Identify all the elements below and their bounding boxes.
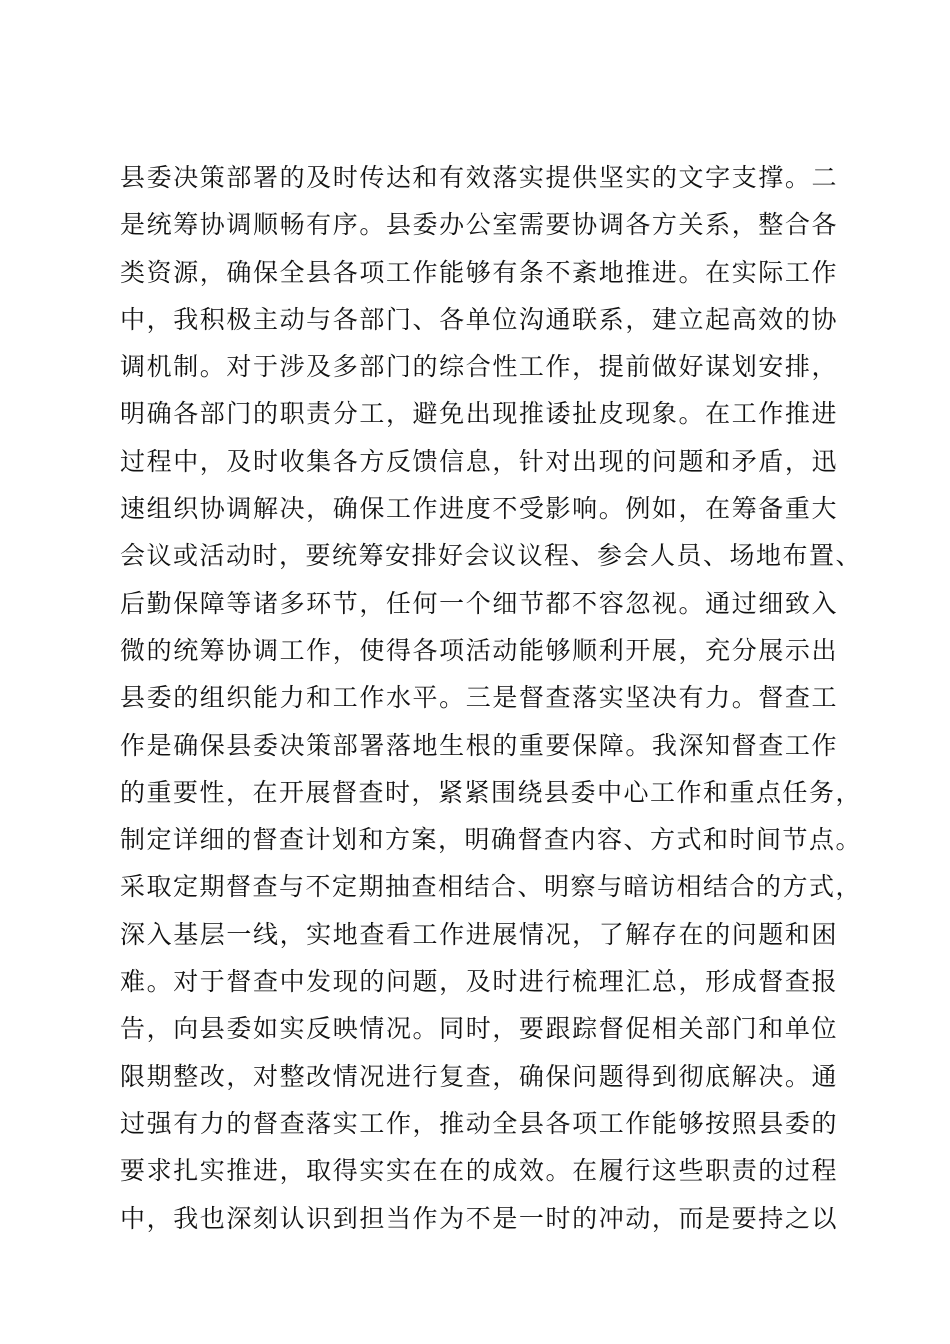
text-line: 过强有力的督查落实工作，推动全县各项工作能够按照县委的 [120,1108,838,1138]
text-line: 深入基层一线，实地查看工作进展情况，了解存在的问题和困 [120,919,838,949]
text-line: 县委的组织能力和工作水平。三是督查落实坚决有力。督查工 [120,683,838,713]
text-line: 的重要性，在开展督查时，紧紧围绕县委中心工作和重点任务， [120,777,863,807]
text-line: 速组织协调解决，确保工作进度不受影响。例如，在筹备重大 [120,494,838,524]
text-line: 类资源，确保全县各项工作能够有条不紊地推进。在实际工作 [120,257,838,287]
text-line: 县委决策部署的及时传达和有效落实提供坚实的文字支撑。二 [120,163,838,192]
text-line: 限期整改，对整改情况进行复查，确保问题得到彻底解决。通 [120,1061,838,1091]
body-text [120,154,863,1242]
text-line: 是统筹协调顺畅有序。县委办公室需要协调各方关系，整合各 [120,210,838,240]
text-line: 中，我积极主动与各部门、各单位沟通联系，建立起高效的协 [120,304,838,334]
text-line: 作是确保县委决策部署落地生根的重要保障。我深知督查工作 [120,730,838,760]
text-line: 中，我也深刻认识到担当作为不是一时的冲动，而是要持之以 [120,1203,838,1233]
text-line: 要求扎实推进，取得实实在在的成效。在履行这些职责的过程 [120,1156,838,1186]
text-line: 采取定期督查与不定期抽查相结合、明察与暗访相结合的方式， [120,872,863,902]
text-line: 后勤保障等诸多环节，任何一个细节都不容忽视。通过细致入 [120,588,838,618]
text-line: 制定详细的督查计划和方案，明确督查内容、方式和时间节点。 [120,825,863,855]
text-line: 过程中，及时收集各方反馈信息，针对出现的问题和矛盾，迅 [120,446,838,476]
text-line: 告，向县委如实反映情况。同时，要跟踪督促相关部门和单位 [120,1014,838,1044]
text-line: 调机制。对于涉及多部门的综合性工作，提前做好谋划安排， [120,352,838,382]
text-line: 难。对于督查中发现的问题，及时进行梳理汇总，形成督查报 [120,967,838,997]
text-line: 明确各部门的职责分工，避免出现推诿扯皮现象。在工作推进 [120,399,838,429]
text-line: 会议或活动时，要统筹安排好会议议程、参会人员、场地布置、 [120,541,863,571]
text-line: 微的统筹协调工作，使得各项活动能够顺利开展，充分展示出 [120,635,838,665]
